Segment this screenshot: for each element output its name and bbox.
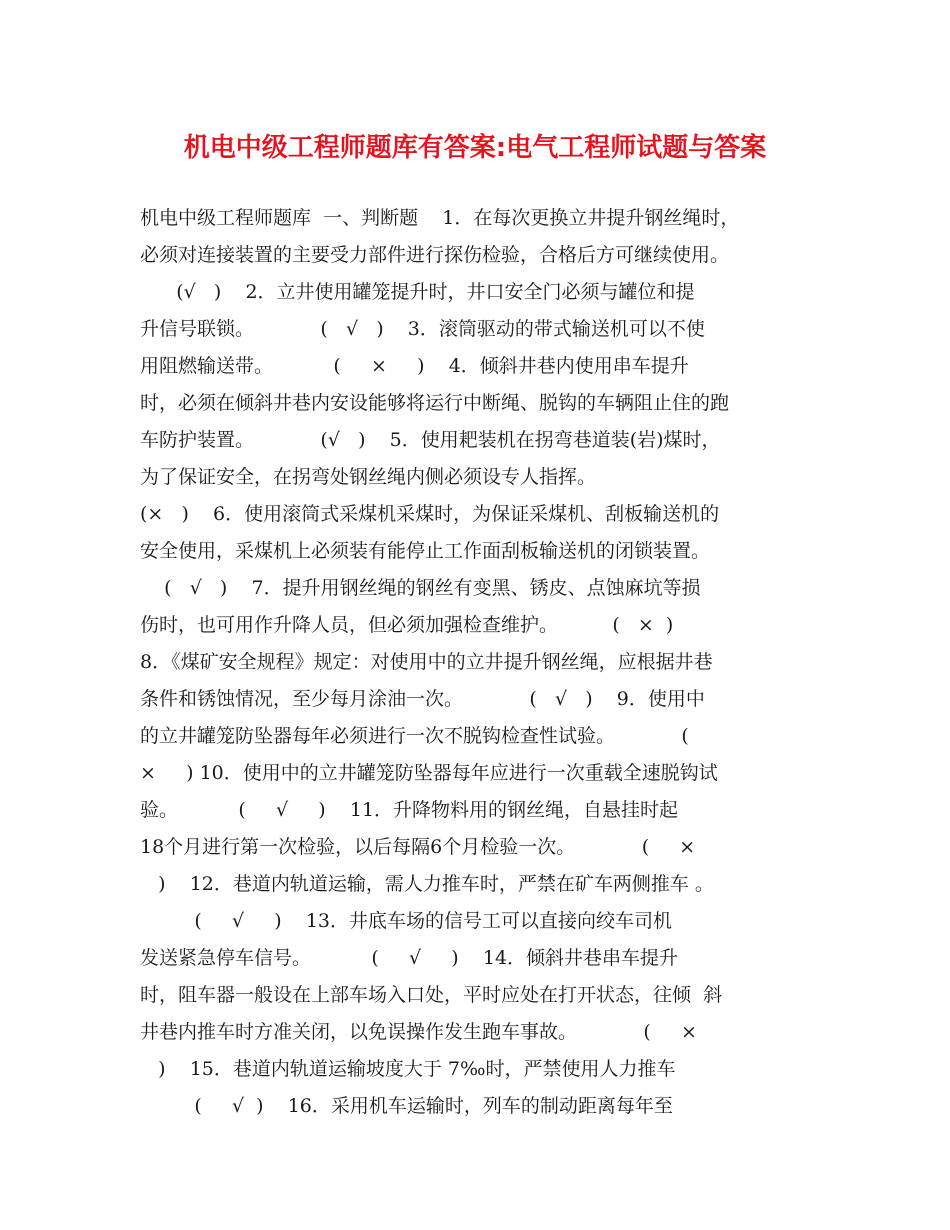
text-line: 发送紧急停车信号。 ( √ ) 14．倾斜井巷串车提升 [140, 947, 679, 969]
text-line: × ) 10．使用中的立井罐笼防坠器每年应进行一次重载全速脱钩试 [140, 762, 718, 784]
text-line: 的立井罐笼防坠器每年必须进行一次不脱钩检查性试验。 ( [140, 725, 689, 747]
text-line: 时，阻车器一般设在上部车场入口处，平时应处在打开状态，往倾 斜 [140, 984, 723, 1006]
text-line: ( √ ) 16．采用机车运输时，列车的制动距离每年至 [140, 1095, 673, 1117]
document-title: 机电中级工程师题库有答案:电气工程师试题与答案 [183, 133, 767, 163]
text-line: 井巷内推车时方准关闭，以免误操作发生跑车事故。 ( × [140, 1021, 697, 1043]
text-line: ( √ ) 7．提升用钢丝绳的钢丝有变黑、锈皮、点蚀麻坑等损 [140, 577, 701, 599]
text-line: ( √ ) 13．井底车场的信号工可以直接向绞车司机 [140, 910, 673, 932]
text-line: 验。 ( √ ) 11．升降物料用的钢丝绳，自悬挂时起 [140, 799, 679, 821]
text-line: ) 15．巷道内轨道运输坡度大于 7‰时，严禁使用人力推车 [140, 1058, 676, 1080]
text-line: (× ) 6．使用滚筒式采煤机采煤时，为保证采煤机、刮板输送机的 [140, 503, 720, 525]
text-line: ) 12．巷道内轨道运输，需人力推车时，严禁在矿车两侧推车 。 [140, 873, 714, 895]
document-body [140, 200, 820, 1125]
text-line: 伤时，也可用作升降人员，但必须加强检查维护。 ( × ) [140, 614, 674, 636]
text-line: 车防护装置。 (√ ) 5．使用耙装机在拐弯巷道装(岩)煤时， [140, 429, 721, 451]
text-line: 条件和锈蚀情况，至少每月涂油一次。 ( √ ) 9．使用中 [140, 688, 705, 710]
text-line: 机电中级工程师题库 一、判断题 1．在每次更换立井提升钢丝绳时， [140, 207, 740, 229]
text-line: 时，必须在倾斜井巷内安设能够将运行中断绳、脱钩的车辆阻止住的跑 [140, 392, 730, 414]
text-line: 18个月进行第一次检验，以后每隔6个月检验一次。 ( × [140, 836, 696, 858]
text-line: (√ ) 2．立井使用罐笼提升时，井口安全门必须与罐位和提 [140, 281, 695, 303]
text-line: 安全使用，采煤机上必须装有能停止工作面刮板输送机的闭锁装置。 [140, 540, 711, 562]
text-line: 为了保证安全，在拐弯处钢丝绳内侧必须设专人指挥。 [140, 466, 597, 488]
text-line: 8．《煤矿安全规程》规定：对使用中的立井提升钢丝绳，应根据井巷 [140, 651, 713, 673]
text-line: 升信号联锁。 ( √ ) 3．滚筒驱动的带式输送机可以不使 [140, 318, 705, 340]
text-line: 必须对连接装置的主要受力部件进行探伤检验，合格后方可继续使用。 [140, 244, 730, 266]
text-line: 用阻燃输送带。 ( × ) 4．倾斜井巷内使用串车提升 [140, 355, 689, 377]
